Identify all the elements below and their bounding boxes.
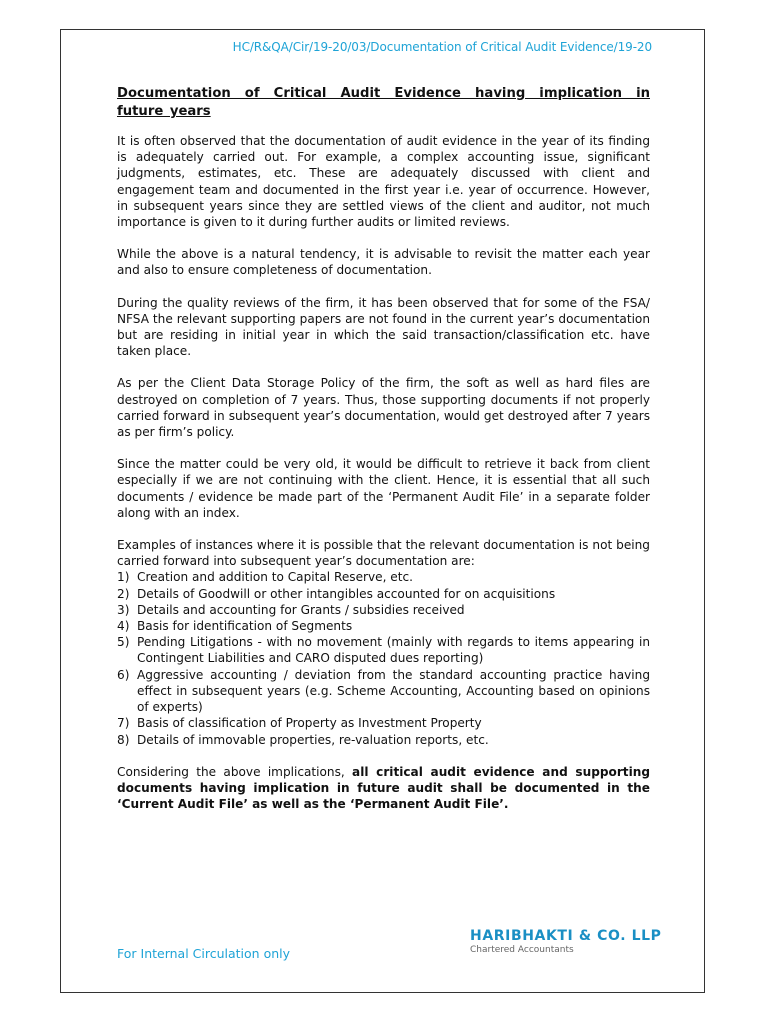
- document-body: [117, 85, 650, 812]
- examples-list: [117, 569, 650, 747]
- list-item: [117, 586, 650, 602]
- list-item-number: 6): [117, 667, 130, 682]
- list-item-number: 1): [117, 570, 130, 585]
- paragraph-1: It is often observed that the documentation of audit evidence in the year of its finding is adequately carried out. For example, a complex accounting issue, significant judgments, estimates, etc. These are adequately discussed with client and engagement team and documented in the first year i.e. year of occurrence. However, in subsequent years since they are settled views of the client and auditor, not much importance is given to it during further audits or limited reviews.: [117, 134, 650, 230]
- list-item-number: 7): [117, 716, 130, 731]
- list-item-number: 8): [117, 732, 130, 747]
- examples-intro: Examples of instances where it is possible that the relevant documentation is not being carried forward into subsequent year’s documentation are:: [117, 538, 650, 569]
- internal-circulation-note: For Internal Circulation only: [117, 946, 291, 961]
- list-item-text: Details of immovable properties, re-valuation reports, etc.: [137, 732, 489, 747]
- list-item: [117, 715, 650, 731]
- paragraph-5: Since the matter could be very old, it would be difficult to retrieve it back from client especially if we are not continuing with the client. Hence, it is essential that all such documents / evidence be made part of the ‘Permanent Audit File’ in a separate folder along with an index.: [117, 457, 650, 520]
- list-item-number: 2): [117, 586, 130, 601]
- list-item-text: Creation and addition to Capital Reserve, etc.: [137, 570, 413, 585]
- list-item-text: Details of Goodwill or other intangibles accounted for on acquisitions: [137, 586, 556, 601]
- list-item-text: Pending Litigations - with no movement (mainly with regards to items appearing in Contingent Liabilities and CARO disputed dues reporting): [137, 635, 650, 666]
- conclusion-lead: Considering the above implications,: [117, 764, 353, 779]
- list-item-text: Basis for identification of Segments: [137, 619, 353, 634]
- list-item-text: Basis of classification of Property as Investment Property: [137, 716, 482, 731]
- company-subtitle: Chartered Accountants: [470, 945, 574, 955]
- circular-reference: HC/R&QA/Cir/19-20/03/Documentation of Critical Audit Evidence/19-20: [232, 40, 652, 54]
- document-title: Documentation of Critical Audit Evidence having implication in future years: [117, 86, 650, 119]
- paragraph-3: During the quality reviews of the firm, it has been observed that for some of the FSA/ NFSA the relevant supporting papers are not found in the current year’s documentation but are residing in initial year in which the said transaction/classification etc. have taken place.: [117, 295, 650, 359]
- list-item-number: 4): [117, 619, 130, 634]
- list-item: [117, 667, 650, 716]
- paragraph-2: While the above is a natural tendency, it is advisable to revisit the matter each year and also to ensure completeness of documentation.: [117, 247, 650, 278]
- conclusion-emphasis: all critical audit evidence and supporting documents having implication in future audit shall be documented in the ‘Current Audit File’ as well as the ‘Permanent Audit File’.: [117, 764, 650, 812]
- list-item-number: 5): [117, 635, 130, 650]
- company-logo: [470, 928, 662, 955]
- list-item: [117, 618, 650, 634]
- conclusion-paragraph: [117, 764, 650, 813]
- list-item: [117, 634, 650, 666]
- list-item-text: Aggressive accounting / deviation from the standard accounting practice having effect in subsequent years (e.g. Scheme Accounting, Accounting based on opinions of experts): [137, 667, 650, 715]
- list-item: [117, 732, 650, 748]
- list-item-text: Details and accounting for Grants / subsidies received: [137, 602, 465, 617]
- paragraph-4: As per the Client Data Storage Policy of the firm, the soft as well as hard files are destroyed on completion of 7 years. Thus, those supporting documents if not properly carried forward in subsequent year’s documentation, would get destroyed after 7 years as per firm’s policy.: [117, 376, 650, 440]
- list-item-number: 3): [117, 602, 130, 617]
- company-name: HARIBHAKTI & CO. LLP: [470, 928, 662, 944]
- list-item: [117, 602, 650, 618]
- list-item: [117, 569, 650, 585]
